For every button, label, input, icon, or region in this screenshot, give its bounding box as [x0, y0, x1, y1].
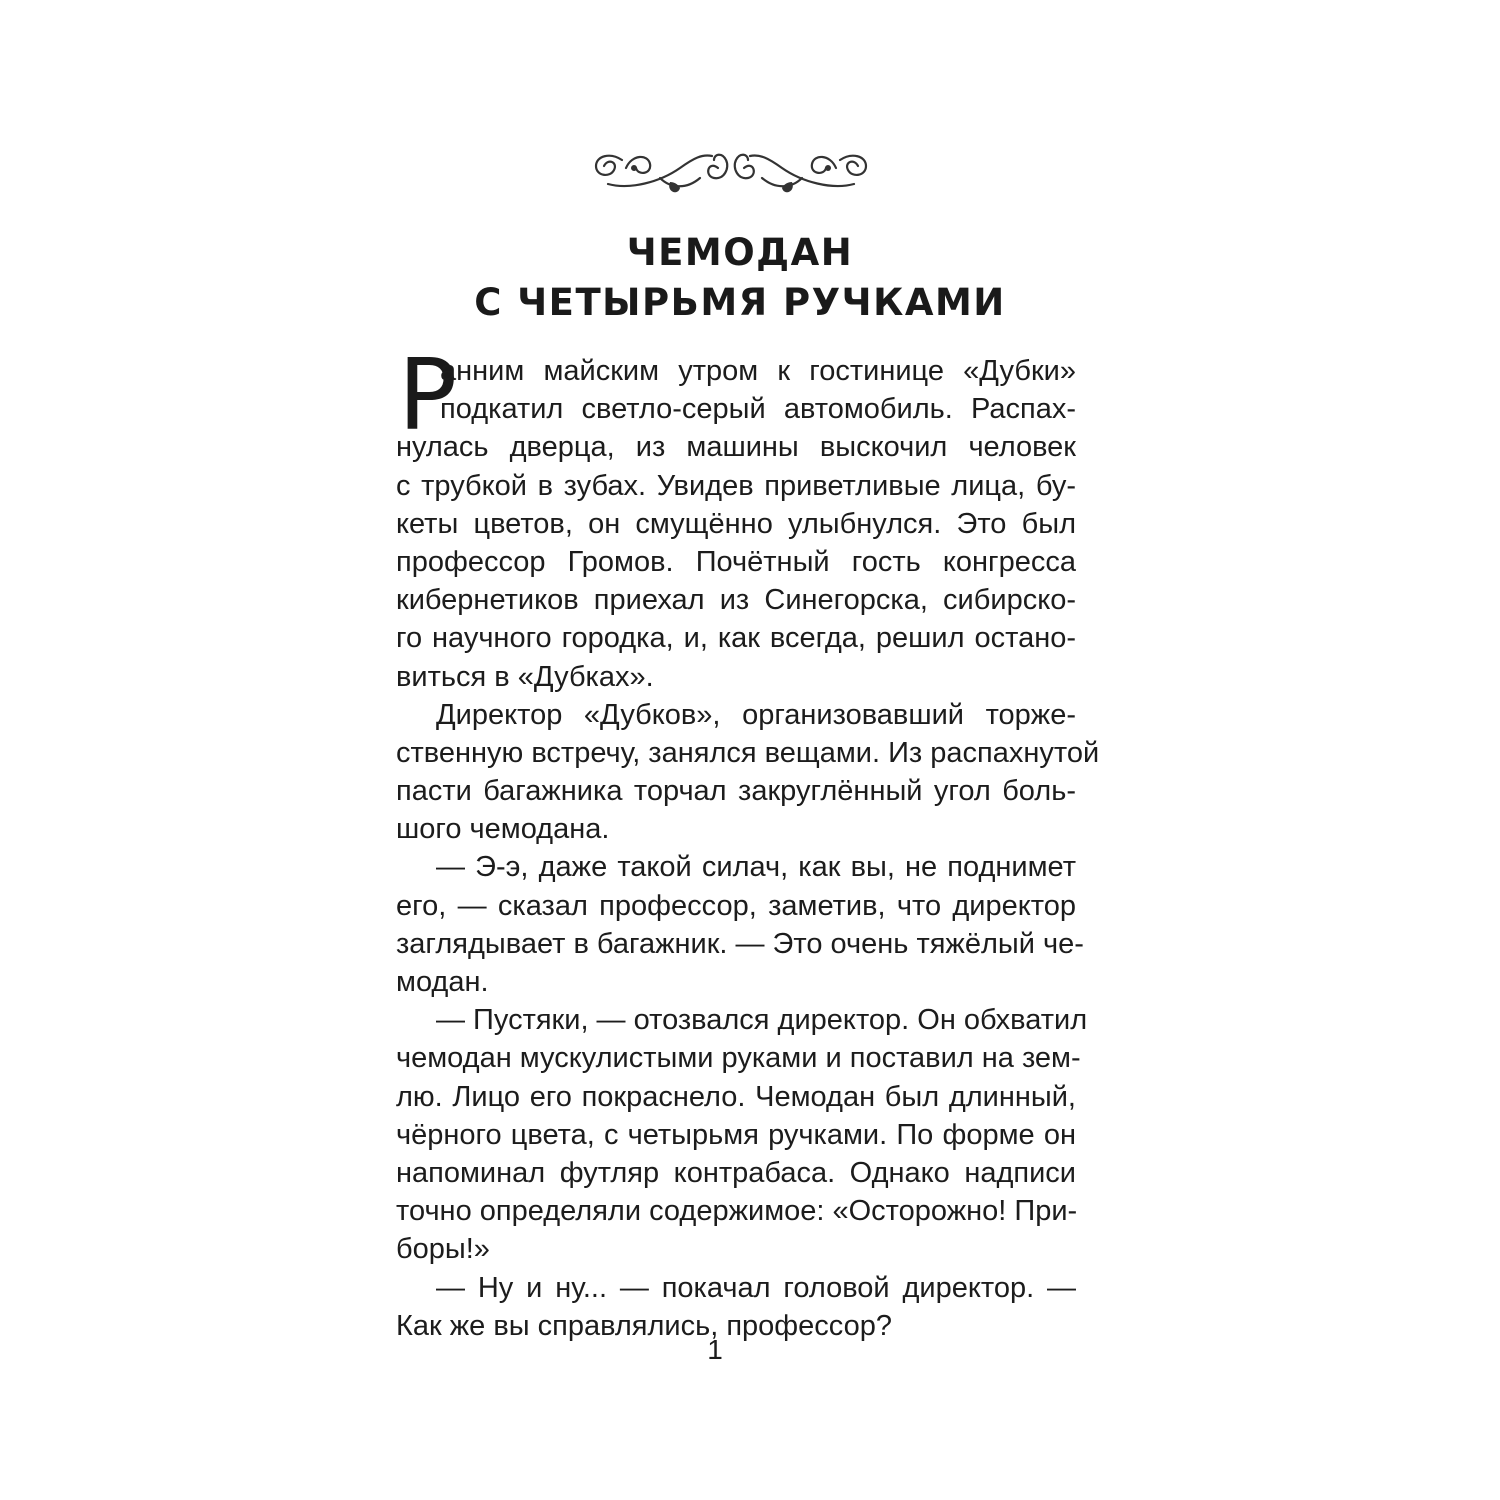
text-line: виться в «Дубках».: [396, 660, 654, 693]
text-line: шого чемодана.: [396, 813, 610, 846]
text-line: кибернетиков приехал из Синегорска, сибирско-: [396, 584, 1076, 617]
text-line: — Э-э, даже такой силач, как вы, не поднимет: [436, 851, 1076, 884]
text-line: чемодан мускулистыми руками и поставил на зем-: [396, 1042, 1081, 1075]
text-line: Директор «Дубков», организовавший торже-: [436, 698, 1076, 731]
text-line: лю. Лицо его покраснело. Чемодан был длинный,: [396, 1080, 1076, 1113]
text-line: анним майским утром к гостинице «Дубки»: [440, 355, 1076, 387]
text-line: пасти багажника торчал закруглённый угол боль-: [396, 775, 1076, 808]
text-line: чёрного цвета, с четырьмя ручками. По форме он: [396, 1118, 1076, 1151]
text-line: подкатил светло-серый автомобиль. Распах-: [440, 393, 1076, 426]
text-line: заглядывает в багажник. — Это очень тяжёлый че-: [396, 927, 1084, 960]
text-line: его, — сказал профессор, заметив, что директор: [396, 889, 1076, 922]
chapter-title-line-2: С ЧЕТЫРЬМЯ РУЧКАМИ: [474, 281, 1006, 324]
scroll-flourish-icon: [590, 138, 872, 198]
text-line: с трубкой в зубах. Увидев приветливые лица, бу-: [396, 469, 1076, 502]
text-line: боры!»: [396, 1233, 490, 1266]
text-line: нулась дверца, из машины выскочил человек: [396, 431, 1076, 464]
text-line: го научного городка, и, как всегда, решил остано-: [396, 622, 1076, 655]
text-line: — Пустяки, — отозвался директор. Он обхватил: [436, 1004, 1088, 1037]
text-line: напоминал футляр контрабаса. Однако надписи: [396, 1156, 1076, 1189]
text-line: кеты цветов, он смущённо улыбнулся. Это был: [396, 507, 1076, 540]
body-text: [396, 352, 1100, 1345]
drop-cap: Р: [398, 339, 458, 453]
text-line: модан.: [396, 966, 489, 998]
page-number: 1: [707, 1334, 723, 1365]
text-line: точно определяли содержимое: «Осторожно! При-: [396, 1195, 1078, 1228]
text-line: — Ну и ну... — покачал головой директор. —: [436, 1271, 1076, 1304]
text-line: профессор Громов. Почётный гость конгресса: [396, 545, 1076, 578]
text-line: ственную встречу, занялся вещами. Из распахнутой: [396, 736, 1100, 769]
chapter-title-line-1: ЧЕМОДАН: [626, 231, 854, 274]
text-line: Как же вы справлялись, профессор?: [396, 1309, 892, 1342]
